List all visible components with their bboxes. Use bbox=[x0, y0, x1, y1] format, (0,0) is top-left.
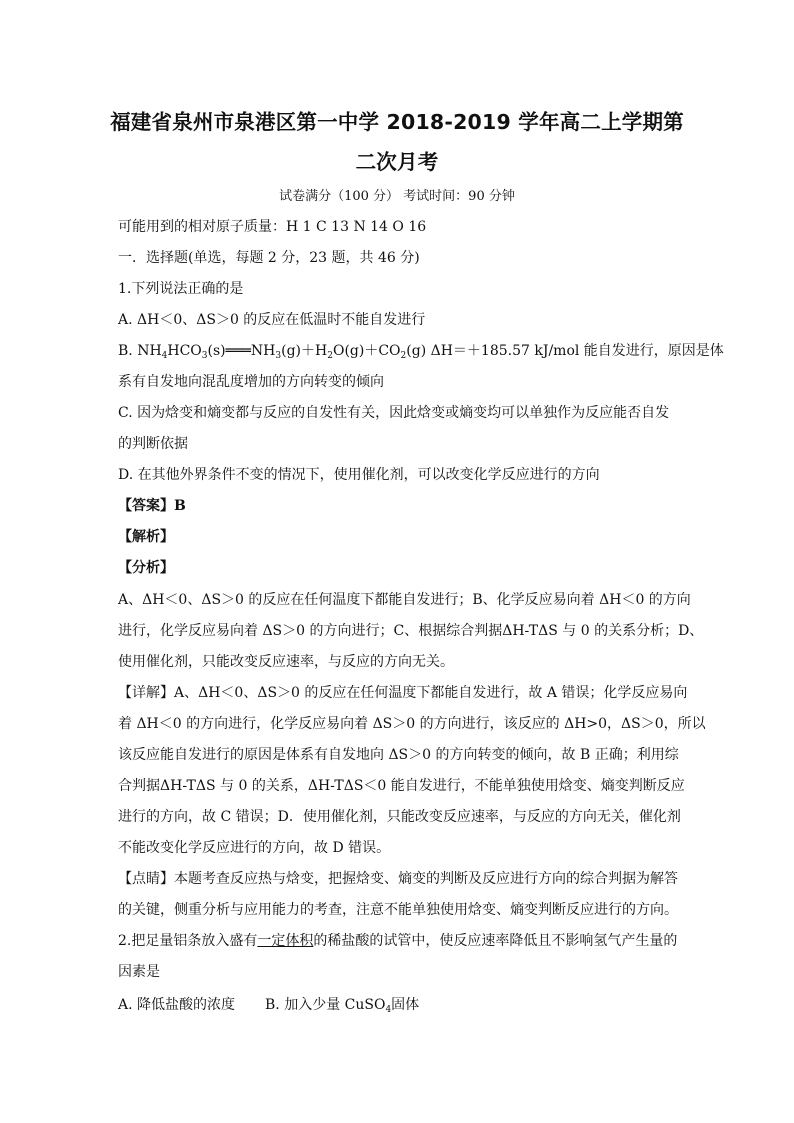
q1-option-a: A. ΔH＜0、ΔS＞0 的反应在低温时不能自发进行 bbox=[118, 312, 426, 328]
q1-analysis-line: 使用催化剂，只能改变反应速率，与反应的方向无关。 bbox=[118, 654, 454, 670]
q1-detail-line: 着 ΔH＜0 的方向进行，化学反应易向着 ΔS＞0 的方向进行，该反应的 ΔH>0，ΔS＞0，所以 bbox=[118, 716, 706, 732]
q1-analysis-line: 进行，化学反应易向着 ΔS＞0 的方向进行；C、根据综合判据ΔH-TΔS 与 0 的关系分析；D、 bbox=[118, 623, 704, 639]
document-title-line-1: 福建省泉州市泉港区第一中学 2018-2019 学年高二上学期第 bbox=[110, 110, 684, 134]
q2-stem-line-1: 2.把足量铝条放入盛有一定体积的稀盐酸的试管中，使反应速率降低且不影响氢气产生量的 bbox=[118, 933, 678, 949]
exam-info: 试卷满分（100 分） 考试时间：90 分钟 bbox=[279, 189, 515, 204]
q1-analysis-line: A、ΔH＜0、ΔS＞0 的反应在任何温度下都能自发进行；B、化学反应易向着 ΔH＜0 的方向 bbox=[118, 592, 691, 608]
q1-option-c-line-1: C. 因为焓变和熵变都与反应的自发性有关，因此焓变或熵变均可以单独作为反应能否自发 bbox=[118, 405, 670, 421]
q1-dianjing-line: 【点睛】本题考查反应热与焓变，把握焓变、熵变的判断及反应进行方向的综合判据为解答 bbox=[118, 871, 678, 887]
q2-option-a: A. 降低盐酸的浓度 bbox=[118, 997, 236, 1013]
q1-answer: 【答案】B bbox=[118, 498, 186, 514]
document-title-line-2: 二次月考 bbox=[355, 150, 439, 174]
q1-fenxi-label: 【分析】 bbox=[118, 560, 174, 576]
q1-option-d: D. 在其他外界条件不变的情况下，使用催化剂，可以改变化学反应进行的方向 bbox=[118, 467, 600, 483]
q1-option-c-line-2: 的判断依据 bbox=[118, 436, 188, 452]
q1-stem: 1.下列说法正确的是 bbox=[118, 281, 244, 297]
q1-detail-line: 该反应能自发进行的原因是体系有自发地向 ΔS＞0 的方向转变的倾向，故 B 正确；利用综 bbox=[118, 747, 679, 763]
q1-option-b-line-1: B. $NH_4HCO_3(s)═══NH_3(g)+H_2O(g)+CO_2(g)$ ΔH＝＋185.57 kJ/mol 能自发进行，原因是体 bbox=[118, 343, 724, 361]
section-heading: 一．选择题(单选，每题 2 分，23 题，共 46 分) bbox=[118, 250, 420, 266]
q1-option-b-line-2: 系有自发地向混乱度增加的方向转变的倾向 bbox=[118, 374, 384, 390]
q1-detail-line: 合判据ΔH-TΔS 与 0 的关系，ΔH-TΔS＜0 能自发进行，不能单独使用焓变、熵变判断反应 bbox=[118, 778, 685, 794]
q1-detail-line: 进行的方向，故 C 错误；D．使用催化剂，只能改变反应速率，与反应的方向无关，催化剂 bbox=[118, 809, 681, 825]
q1-detail-line: 不能改变化学反应进行的方向，故 D 错误。 bbox=[118, 840, 391, 856]
q1-jiexi-label: 【解析】 bbox=[118, 529, 174, 545]
q2-stem-line-2: 因素是 bbox=[118, 964, 160, 980]
atomic-mass-note: 可能用到的相对原子质量：H 1 C 13 N 14 O 16 bbox=[118, 219, 427, 235]
q2-option-b: B. 加入少量 CuSO$_4$固体 bbox=[265, 997, 420, 1015]
q1-dianjing-line: 的关键，侧重分析与应用能力的考查，注意不能单独使用焓变、熵变判断反应进行的方向。 bbox=[118, 902, 678, 918]
q1-detail-line: 【详解】A、ΔH＜0、ΔS＞0 的反应在任何温度下都能自发进行，故 A 错误；化学反应易向 bbox=[118, 685, 688, 701]
